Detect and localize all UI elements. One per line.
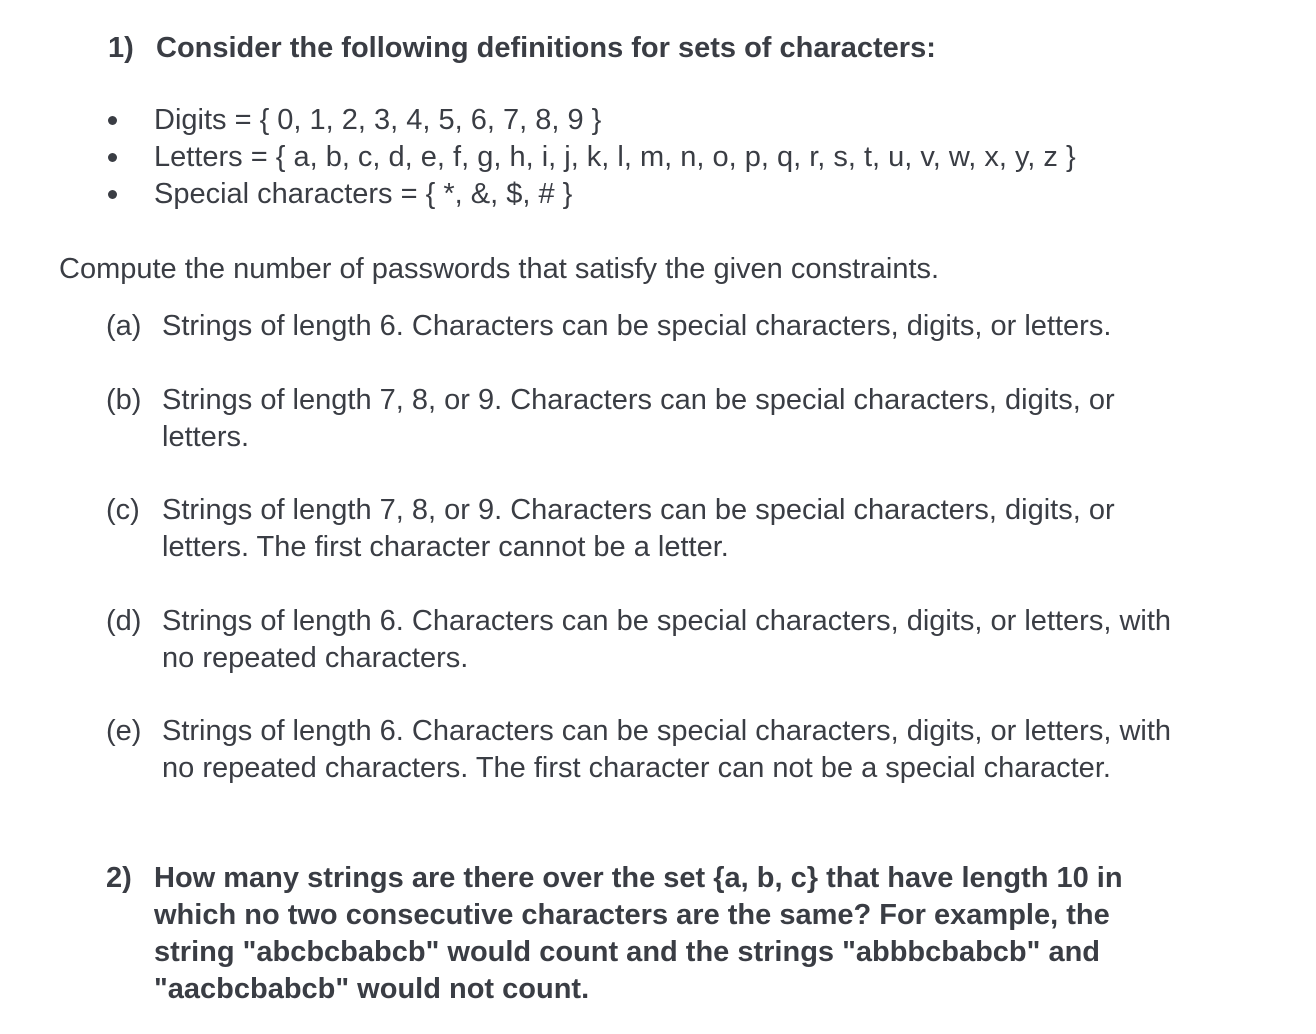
bullet-icon [108, 190, 117, 199]
part-c-line-2: letters. The first character cannot be a letter. [162, 531, 729, 563]
list-item [108, 176, 1258, 213]
question-1-number: 1) [108, 32, 134, 64]
part-d-line-2: no repeated characters. [162, 642, 469, 674]
part-a-text [162, 308, 1302, 345]
part-c-line-1: Strings of length 7, 8, or 9. Characters can be special characters, digits, or [162, 494, 1115, 526]
question-2-line-2: which no two consecutive characters are the same? For example, the [154, 899, 1110, 931]
part-a-line-1: Strings of length 6. Characters can be special characters, digits, or letters. [162, 310, 1112, 342]
part-c-label: (c) [106, 494, 140, 526]
definition-digits: Digits = { 0, 1, 2, 3, 4, 5, 6, 7, 8, 9 } [154, 104, 602, 136]
question-2-line-1: How many strings are there over the set {a, b, c} that have length 10 in [154, 862, 1123, 894]
part-b-line-1: Strings of length 7, 8, or 9. Characters can be special characters, digits, or [162, 384, 1115, 416]
part-e-text [162, 713, 1302, 787]
part-e-line-1: Strings of length 6. Characters can be special characters, digits, or letters, with [162, 715, 1172, 747]
part-e-line-2: no repeated characters. The first character can not be a special character. [162, 752, 1111, 784]
list-item [108, 139, 1258, 176]
part-d-line-1: Strings of length 6. Characters can be special characters, digits, or letters, with [162, 605, 1172, 637]
part-b-line-2: letters. [162, 421, 250, 453]
part-b-label: (b) [106, 384, 142, 416]
question-2-text [154, 860, 1123, 1008]
part-d-label: (d) [106, 605, 142, 637]
part-b-text [162, 382, 1302, 456]
part-e-label: (e) [106, 715, 142, 747]
part-a-label: (a) [106, 310, 142, 342]
part-d-text [162, 603, 1302, 677]
bullet-icon [108, 116, 117, 125]
question-2-number: 2) [106, 862, 132, 894]
part-c-text [162, 492, 1302, 566]
list-item [108, 102, 1258, 139]
bullet-icon [108, 153, 117, 162]
definition-special-characters: Special characters = { *, &, $, # } [154, 178, 573, 210]
definition-letters: Letters = { a, b, c, d, e, f, g, h, i, j, k, l, m, n, o, p, q, r, s, t, u, v, w, x, y, z } [154, 141, 1076, 173]
question-2-line-3: string "abcbcbabcb" would count and the strings "abbbcbabcb" and [154, 936, 1101, 968]
question-1-title: Consider the following definitions for sets of characters: [156, 32, 936, 64]
definitions-list [108, 102, 1258, 213]
question-2-line-4: "aacbcbabcb" would not count. [154, 973, 590, 1005]
question-1-intro: Compute the number of passwords that satisfy the given constraints. [59, 253, 940, 285]
